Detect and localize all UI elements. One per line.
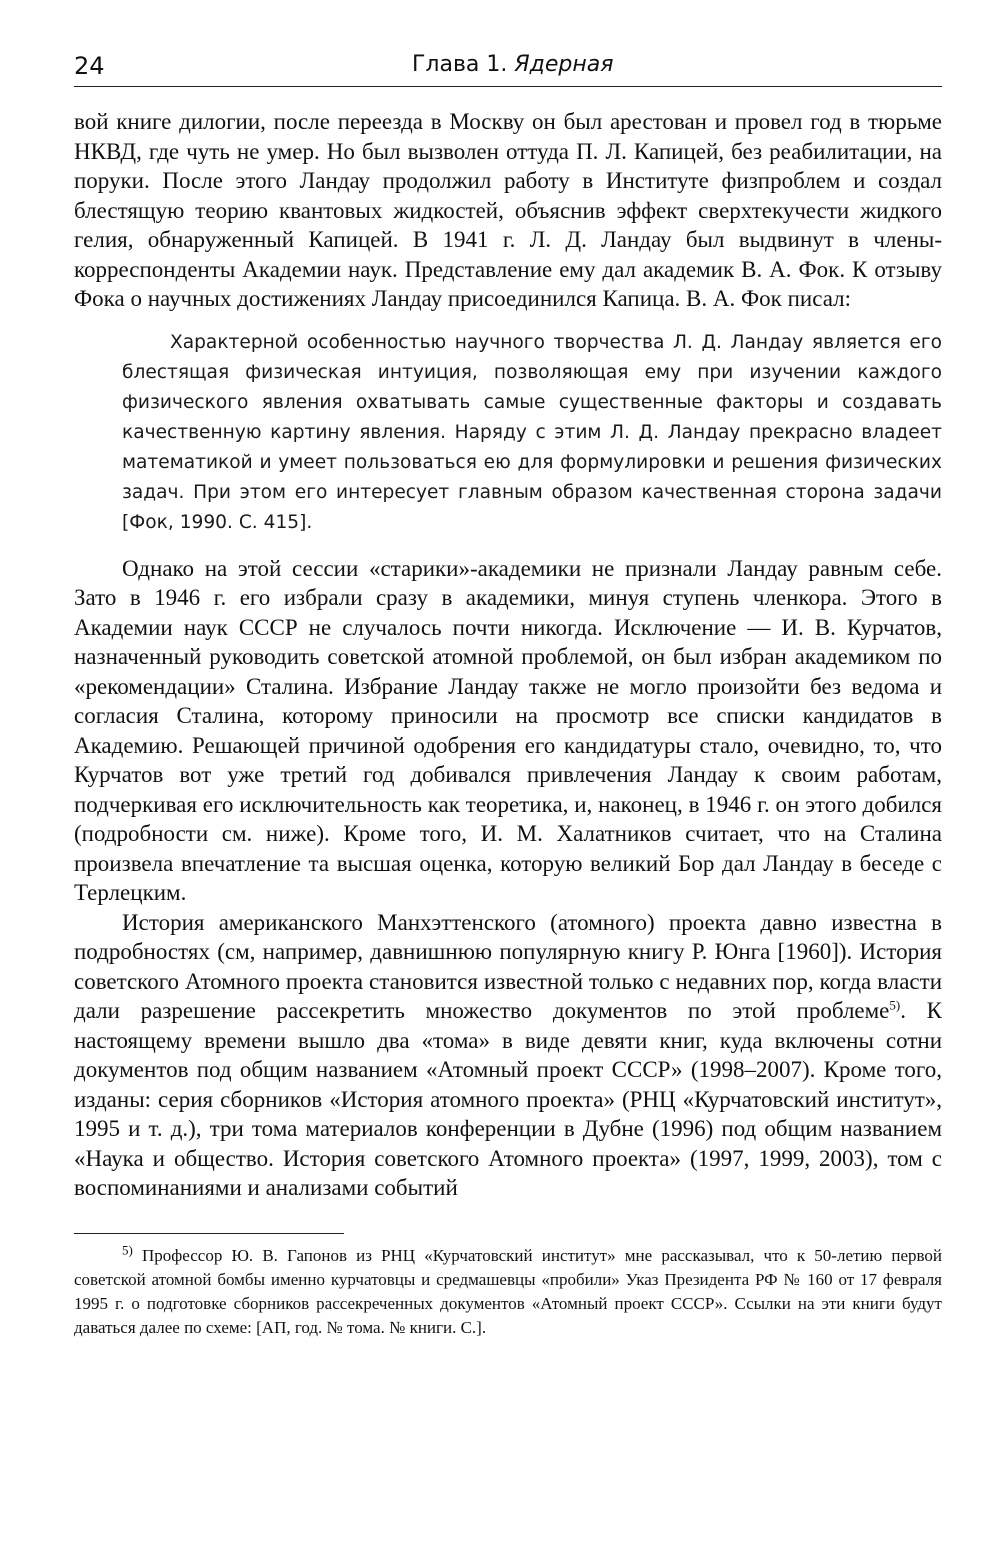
- running-header: [74, 40, 942, 87]
- chapter-title: [412, 52, 614, 77]
- book-page: [74, 40, 942, 1340]
- paragraph-atomic-project: [74, 908, 942, 1203]
- page-number: 24: [74, 52, 105, 80]
- footnote-divider: [74, 1233, 344, 1234]
- footnote-text: Профессор Ю. В. Гапонов из РНЦ «Курчатовский институт» мне рассказывал, что к 50-летию первой советской атомной бомбы именно курчатовцы и средмашевцы «пробили» Указ Президента РФ № 160 от 17 февраля 1995 г. о подготовке сборников рассекреченных документов «Атомный проект СССР». Ссылки на эти книги будут даваться далее по схеме: [АП, год. № тома. № книги. С.].: [74, 1245, 942, 1337]
- footnote: [74, 1241, 942, 1340]
- footnote-reference: 5): [889, 997, 901, 1013]
- footnote-marker: 5): [122, 1241, 133, 1257]
- paragraph-election: Однако на этой сессии «старики»-академики не признали Ландау равным себе. Зато в 1946 г. его избрали сразу в академики, минуя ступень членкора. Этого в Академии наук СССР не случалось почти никогда. Исключение — И. В. Курчатов, назначенный руководить советской атомной проблемой, он был избран академиком по «рекомендации» Сталина. Избрание Ландау также не могло произойти без ведома и согласия Сталина, которому приносили на просмотр все списки кандидатов в Академию. Решающей причиной одобрения его кандидатуры стало, очевидно, то, что Курчатов вот уже третий год добивался привлечения Ландау к своим работам, подчеркивая его исключительность как теоретика, и, наконец, в 1946 г. он этого добился (подробности см. ниже). Кроме того, И. М. Халатников считает, что на Сталина произвела впечатление та высшая оценка, которую великий Бор дал Ландау в беседе с Терлецким.: [74, 555, 942, 905]
- chapter-prefix: Глава 1.: [412, 52, 515, 77]
- paragraph-text-before-ref: История американского Манхэттенского (атомного) проекта давно известна в подробностях (см, например, давнишнюю популярную книгу Р. Юнга [1960]). История советского Атомного проекта становится известной только с недавних пор, когда власти дали разрешение рассекретить множество документов по этой проблеме: [74, 909, 942, 1023]
- paragraph-continuation: вой книге дилогии, после переезда в Москву он был арестован и провел год в тюрьме НКВД, где чуть не умер. Но был вызволен оттуда П. Л. Капицей, без реабилитации, на поруки. После этого Ландау продолжил работу в Институте физпроблем и создал блестящую теорию квантовых жидкостей, объяснив эффект сверхтекучести жидкого гелия, обнаруженный Капицей. В 1941 г. Л. Д. Ландау был выдвинут в члены-корреспонденты Академии наук. Представление ему дал академик В. А. Фок. К отзыву Фока о научных достижениях Ландау присоединился Капица. В. А. Фок писал:: [74, 109, 942, 311]
- chapter-name: Ядерная: [514, 52, 614, 77]
- paragraph-text-after-ref: . К настоящему времени вышло два «тома» в виде девяти книг, куда включены сотни документов под общим названием «Атомный проект СССР» (1998–2007). Кроме того, изданы: серия сборников «История атомного проекта» (РНЦ «Курчатовский институт», 1995 и т. д.), три тома материалов конференции в Дубне (1996) под общим названием «Наука и общество. История советского Атомного проекта» (1997, 1999, 2003), том с воспоминаниями и анализами событий: [74, 998, 943, 1200]
- block-quote: Характерной особенностью научного творчества Л. Д. Ландау является его блестящая физическая интуиция, позволяющая ему при изучении каждого физического явления охватывать самые существенные факторы и создавать качественную картину явления. Наряду с этим Л. Д. Ландау прекрасно владеет математикой и умеет пользоваться ею для формулировки и решения физических задач. При этом его интересует главным образом качественная сторона задачи [Фок, 1990. С. 415].: [122, 331, 942, 533]
